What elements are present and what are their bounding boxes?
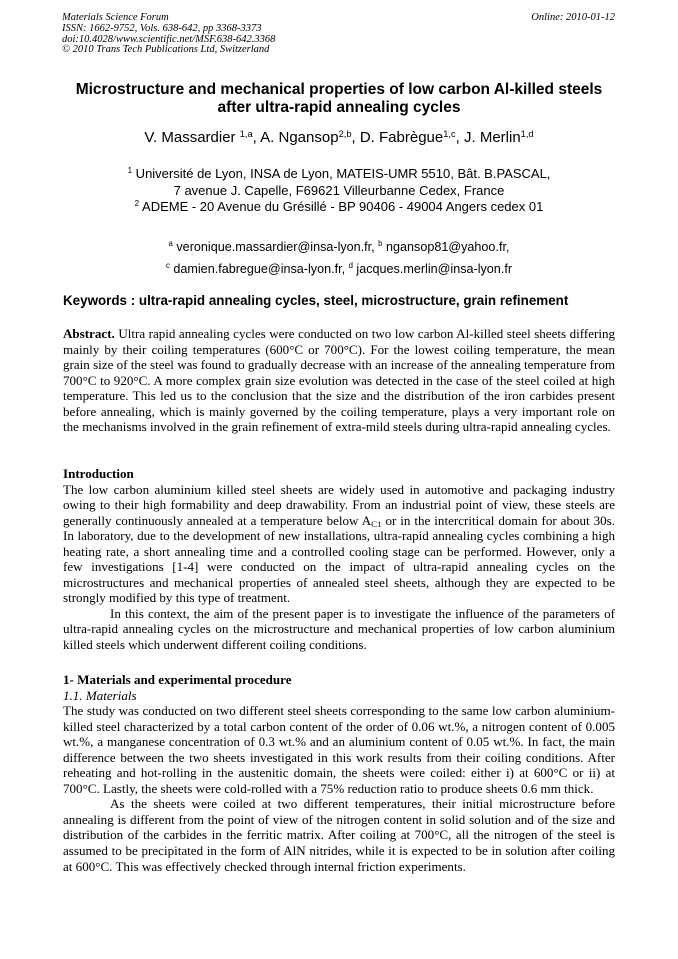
abstract-text: Ultra rapid annealing cycles were conducted on two low carbon Al-killed steel sheets differing mainly by their coiling temperatures (600°C or 700°C). For the lowest coiling temperature, the mean grain size of the steel was found to gradually decrease with an increase of the annealing temperature from 700°C to 920°C. A more complex grain size evolution was detected in the case of the steel coiled at high temperature. This led us to the conclusion that the size and the distribution of the iron carbides present before annealing, which is mainly governed by the coiling temperature, plays a very important role on the mechanisms involved in the grain refinement of extra-mild steels during ultra-rapid annealing cycles. <box>63 326 615 435</box>
journal-header <box>62 13 615 56</box>
author-affil-mark: 1,d <box>520 129 534 139</box>
online-date: Online: 2010-01-12 <box>531 12 615 23</box>
author-affil-mark: 2,b <box>338 129 352 139</box>
author-name: J. Merlin <box>463 129 521 146</box>
email-address: ngansop81@yahoo.fr, <box>382 240 510 254</box>
subscript: C1 <box>371 518 382 529</box>
author-name: V. Massardier <box>144 129 240 146</box>
affiliation-1 <box>20 166 658 183</box>
author-separator: , <box>252 129 261 146</box>
email-mark: c <box>165 260 170 270</box>
copyright-line: © 2010 Trans Tech Publications Ltd, Switzerland <box>62 44 270 56</box>
subsection-heading: 1.1. Materials <box>63 687 137 703</box>
title-line-1: Microstructure and mechanical properties of low carbon Al-killed steels <box>75 81 603 98</box>
paragraph-text: or in the intercritical domain for about 30s. In laboratory, due to the development of new installations, ultra-rapid annealing cycles combining a high heating rate, a short annealing time and a controlled cooling stage can be performed. However, only a few investigations [1-4] were conducted on the impact of ultra-rapid annealing cycles on the microstructures and mechanical properties of annealed steel sheets, although they are expected to be strongly modified by this type of treatment. <box>63 512 615 606</box>
email-line-2 <box>20 259 658 281</box>
paragraph: In this context, the aim of the present paper is to investigate the influence of the parameters of ultra-rapid annealing cycles on the microstructure and mechanical properties of low carbon aluminium killed steels which underwent different coiling conditions. <box>63 605 615 653</box>
affiliation-number: 2 <box>134 199 140 208</box>
affiliation-text: Université de Lyon, INSA de Lyon, MATEIS-UMR 5510, Bât. B.PASCAL, <box>132 166 551 181</box>
email-mark: b <box>378 239 383 248</box>
email-address: jacques.merlin@insa-lyon.fr <box>352 261 513 276</box>
introduction-section <box>63 466 615 653</box>
author-name: D. Fabrègue <box>359 129 444 146</box>
section-heading: Introduction <box>63 466 134 481</box>
affiliation-number: 1 <box>127 166 133 175</box>
section-heading: 1- Materials and experimental procedure <box>63 672 292 687</box>
paragraph <box>63 482 615 606</box>
keywords: Keywords : ultra-rapid annealing cycles, steel, microstructure, grain refinement <box>63 293 569 308</box>
issn-line: ISSN: 1662-9752, Vols. 638-642, pp 3368-3373 <box>62 22 262 34</box>
email-mark: a <box>168 239 173 248</box>
title-line-2: after ultra-rapid annealing cycles <box>217 99 461 116</box>
author-list <box>20 129 658 147</box>
author-affil-mark: 1,a <box>239 129 253 139</box>
email-address: veronique.massardier@insa-lyon.fr, <box>172 240 379 254</box>
abstract <box>63 326 615 435</box>
paragraph-text: The low carbon aluminium killed steel sheets are widely used in automotive and packaging industry owing to their high formability and deep drawability. From an industrial point of view, these steels are generally continuously annealed at a temperature below A <box>63 481 615 528</box>
affiliation-text: ADEME - 20 Avenue du Grésillé - BP 90406 - 49004 Angers cedex 01 <box>139 199 544 214</box>
author-separator: , <box>351 129 360 146</box>
email-mark: d <box>348 260 353 270</box>
author-affil-mark: 1,c <box>443 129 456 139</box>
affiliation-2 <box>20 199 658 216</box>
doi-line: doi:10.4028/www.scientific.net/MSF.638-642.3368 <box>62 33 276 45</box>
author-emails <box>20 237 658 280</box>
email-line-1 <box>20 237 658 259</box>
paper-title <box>40 81 638 117</box>
author-separator: , <box>455 129 464 146</box>
journal-name: Materials Science Forum <box>62 12 169 23</box>
abstract-label: Abstract. <box>63 326 115 341</box>
materials-section <box>63 672 615 874</box>
paragraph: As the sheets were coiled at two different temperatures, their initial microstructure before annealing is different from the point of view of the nitrogen content in solid solution and of the size and distribution of the carbides in the ferritic matrix. After coiling at 700°C, all the nitrogen of the steel is assumed to be precipitated in the form of AlN nitrides, while it is expected to be in solution after coiling at 600°C. This was effectively checked through internal friction experiments. <box>63 796 615 874</box>
email-address: damien.fabregue@insa-lyon.fr, <box>169 261 349 276</box>
paragraph: The study was conducted on two different steel sheets corresponding to the same low carbon aluminium-killed steel characterized by a total carbon content of the order of 0.06 wt.%, a nitrogen content of 0.005 wt.%, a manganese concentration of 0.3 wt.% and an aluminium content of 0.05 wt.%. In fact, the main difference between the two sheets investigated in this work results from their coiling conditions. After reheating and hot-rolling in the austenitic domain, the sheets were coiled: either i) at 600°C or ii) at 700°C. Lastly, the sheets were cold-rolled with a 75% reduction ratio to produce sheets 0.6 mm thick. <box>63 703 615 796</box>
author-name: A. Ngansop <box>260 129 339 146</box>
affiliations <box>20 166 658 216</box>
affiliation-1-address: 7 avenue J. Capelle, F69621 Villeurbanne Cedex, France <box>173 182 505 198</box>
abstract-paragraph <box>63 326 615 435</box>
